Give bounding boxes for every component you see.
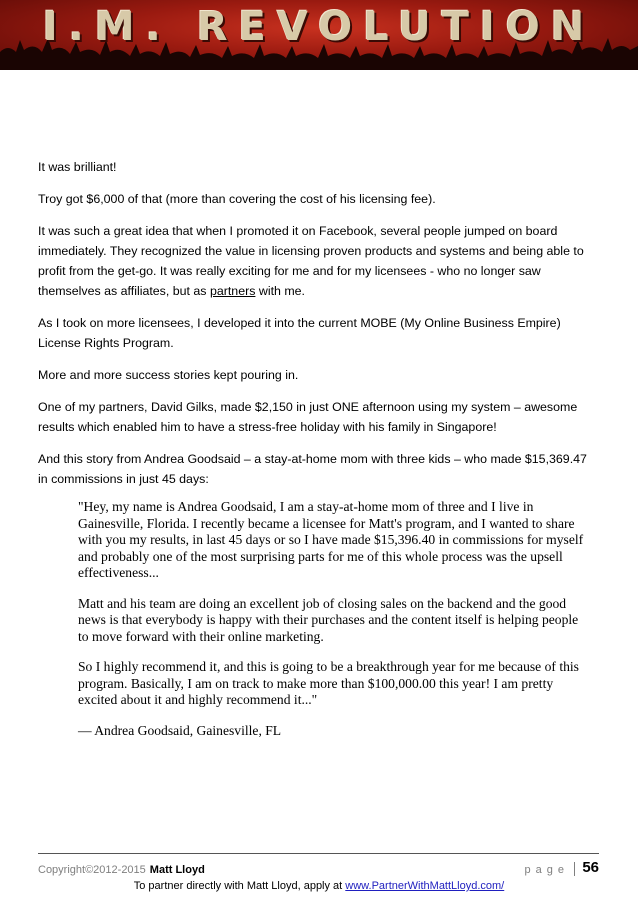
paragraph: It was brilliant! — [38, 160, 117, 174]
partner-url-link[interactable]: www.PartnerWithMattLloyd.com/ — [345, 880, 505, 892]
paragraph: Troy got $6,000 of that (more than covering the cost of his licensing fee). — [38, 192, 436, 206]
quote-paragraph: "Hey, my name is Andrea Goodsaid, I am a stay-at-home mom of three and I live in Gainesville, Florida. I recently became a licensee for Matt's program, and I wanted to share with you my results, in last 45 days or so I have made $15,396.40 in commissions for myself and probably one of the most surprising parts for me of this whole process was the upsell effectiveness... — [78, 499, 584, 580]
page-number: 56 — [582, 859, 599, 876]
footer — [38, 859, 599, 880]
quote-paragraph: So I highly recommend it, and this is going to be a breakthrough year for me because of this program. Basically, I am on track to make more than $100,000.00 this year! I am pretty excited about it and highly recommend it..." — [78, 659, 579, 707]
banner-title: I.M. REVOLUTION — [42, 4, 596, 50]
paragraph — [38, 221, 598, 301]
copyright — [38, 864, 205, 876]
paragraph: As I took on more licensees, I developed it into the current MOBE (My Online Business Empire) License Rights Program. — [38, 316, 561, 350]
partners-link[interactable]: partners — [209, 284, 256, 298]
paragraph-text: with me. — [255, 284, 305, 298]
testimonial-quote — [78, 499, 590, 739]
page-separator — [574, 862, 575, 876]
paragraph: And this story from Andrea Goodsaid – a stay-at-home mom with three kids – who made $15,369.47 in commissions in just 45 days: — [38, 452, 587, 486]
document-body — [38, 157, 598, 753]
quote-attribution: — Andrea Goodsaid, Gainesville, FL — [78, 722, 282, 738]
header-banner — [0, 0, 638, 70]
partner-line — [0, 880, 638, 892]
footer-divider — [38, 853, 599, 854]
paragraph: One of my partners, David Gilks, made $2,150 in just ONE afternoon using my system – awesome results which enabled him to have a stress-free holiday with his family in Singapore! — [38, 400, 578, 434]
page-label: page — [524, 864, 569, 876]
author-name: Matt Lloyd — [149, 864, 205, 876]
paragraph-text: It was such a great idea that when I promoted it on Facebook, several people jumped on board immediately. They recognized the value in licensing proven products and systems and being able to profit from the get-go. It was really exciting for me and for my licensees - who no longer saw themselves as affiliates, but as — [38, 224, 584, 298]
paragraph: More and more success stories kept pouring in. — [38, 368, 299, 382]
quote-paragraph: Matt and his team are doing an excellent job of closing sales on the backend and the good news is that everybody is happy with their purchases and the content itself is helping people to move forward with their online marketing. — [78, 595, 579, 644]
copyright-text: Copyright©2012-2015 — [38, 864, 146, 876]
partner-prefix: To partner directly with Matt Lloyd, apply at — [133, 880, 346, 892]
